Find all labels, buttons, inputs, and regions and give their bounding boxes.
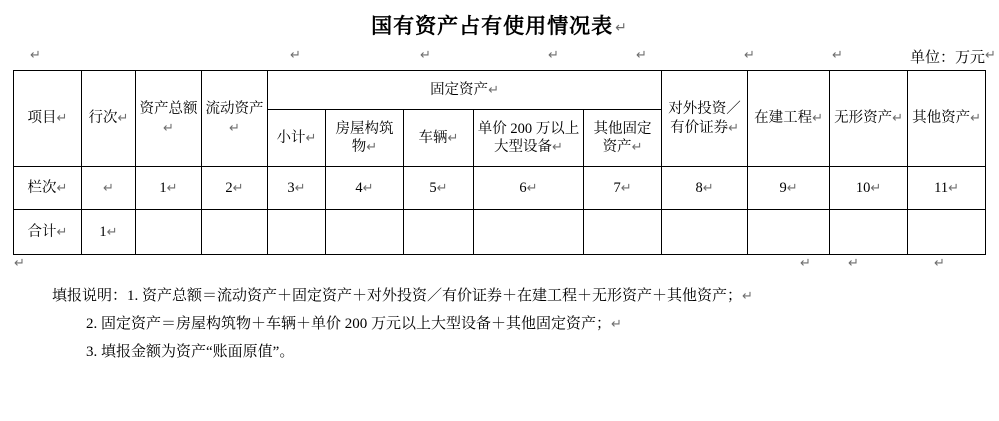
header-cell-vehicles [404,110,474,167]
total-cell-other-fixed-assets[interactable] [584,210,662,255]
paragraph-mark-icon: ↵ [436,180,448,196]
cell-text: 8 [695,179,703,196]
total-cell-foreign-investment[interactable] [662,210,748,255]
header-label: 车辆 [418,129,448,146]
header-cell-current-assets [202,71,268,167]
instruction-text: 2. 固定资产＝房屋构筑物＋车辆＋单价 200 万元以上大型设备＋其他固定资产； [86,315,612,332]
header-label: 项目 [27,110,57,127]
cell-text: 2 [225,179,233,196]
column-index-label [14,167,82,210]
total-cell-current-assets[interactable] [202,210,268,255]
column-index-6 [474,167,584,210]
paragraph-mark-icon: ↵ [166,180,178,196]
page-title [0,6,999,40]
cell-text: 10 [855,179,871,196]
header-cell-intangible-assets [830,71,908,167]
paragraph-mark-icon: ↵ [290,48,301,63]
cell-text: 合计 [27,223,57,240]
paragraph-mark-icon: ↵ [14,256,25,271]
total-cell-vehicles[interactable] [404,210,474,255]
header-cell-other-assets [908,71,986,167]
total-cell-subtotal[interactable] [268,210,326,255]
paragraph-mark-icon: ↵ [800,256,811,271]
paragraph-mark-icon: ↵ [620,180,632,196]
paragraph-mark-icon: ↵ [848,256,859,271]
paragraph-mark-icon: ↵ [163,120,174,136]
column-index-2 [202,167,268,210]
paragraph-mark-icon: ↵ [117,111,129,127]
paragraph-mark-icon: ↵ [636,48,647,63]
paragraph-mark-icon: ↵ [447,130,459,146]
paragraph-mark-icon: ↵ [812,111,823,127]
header-cell-other-fixed-assets [584,110,662,167]
header-label: 行次 [88,110,118,127]
cell-text: 4 [355,179,363,196]
header-label: 流动资产 [205,101,264,118]
header-label: 无形资产 [834,110,893,127]
header-cell-row-no [82,71,136,167]
paragraph-mark-icon: ↵ [56,111,68,127]
paragraph-mark-icon: ↵ [526,180,538,196]
cell-text: 6 [519,179,527,196]
paragraph-mark-icon: ↵ [934,256,945,271]
header-cell-subtotal [268,110,326,167]
cell-text: 1 [159,179,167,196]
column-index-11 [908,167,986,210]
cell-text: 5 [429,179,437,196]
paragraph-mark-icon: ↵ [232,180,244,196]
column-index-1 [136,167,202,210]
instruction-text: 3. 填报金额为资产“账面原值”。 [86,343,295,360]
total-cell-intangible-assets[interactable] [830,210,908,255]
paragraph-mark-icon: ↵ [366,140,378,155]
total-row-row-no [82,210,136,255]
total-cell-other-assets[interactable] [908,210,986,255]
paragraph-mark-icon: ↵ [702,180,714,196]
column-index-10 [830,167,908,210]
total-row-label [14,210,82,255]
header-label: 其他固定资产 [593,120,652,155]
table-row [14,210,986,255]
cell-text: 11 [934,179,949,196]
form-instructions [0,283,999,360]
header-cell-large-equipment [474,110,584,167]
column-index-3 [268,167,326,210]
instruction-text: 填报说明：1. 资产总额＝流动资产＋固定资产＋对外投资／有价证券＋在建工程＋无形资产＋其他资产； [52,288,743,304]
header-label: 小计 [276,129,306,146]
paragraph-mark-icon: ↵ [870,180,882,196]
paragraph-mark-icon: ↵ [611,316,622,332]
total-cell-large-equipment[interactable] [474,210,584,255]
paragraph-mark-icon: ↵ [103,180,114,196]
unit-label-text: 单位：万元 [909,50,985,66]
header-label: 对外投资／有价证券 [668,101,741,136]
paragraph-mark-icon: ↵ [970,111,981,127]
header-label: 房屋构筑物 [335,120,394,155]
top-marks-row [0,46,999,68]
header-cell-buildings [326,110,404,167]
paragraph-mark-icon: ↵ [362,180,374,196]
column-index-7 [584,167,662,210]
paragraph-mark-icon: ↵ [420,48,431,63]
document-page [0,6,999,421]
paragraph-mark-icon: ↵ [948,180,959,196]
cell-text: 9 [779,179,787,196]
instruction-line-3 [0,339,999,360]
header-cell-project [14,71,82,167]
paragraph-mark-icon: ↵ [985,48,996,63]
column-index-8 [662,167,748,210]
total-cell-buildings[interactable] [326,210,404,255]
paragraph-mark-icon: ↵ [786,180,798,196]
instruction-line-2 [0,311,999,339]
header-cell-total-assets [136,71,202,167]
paragraph-mark-icon: ↵ [728,120,739,136]
header-label: 固定资产 [430,81,489,98]
column-index-5 [404,167,474,210]
paragraph-mark-icon: ↵ [631,140,643,155]
paragraph-mark-icon: ↵ [548,48,559,63]
paragraph-mark-icon: ↵ [229,120,240,136]
paragraph-mark-icon: ↵ [305,130,317,146]
unit-label [909,46,996,67]
paragraph-mark-icon: ↵ [56,224,68,240]
paragraph-mark-icon: ↵ [744,48,755,63]
paragraph-mark-icon: ↵ [30,48,41,63]
header-label: 在建工程 [754,110,813,127]
table-header-row-1 [14,71,986,110]
column-index-4 [326,167,404,210]
paragraph-mark-icon: ↵ [294,180,306,196]
paragraph-mark-icon: ↵ [892,111,903,127]
total-cell-total-assets[interactable] [136,210,202,255]
column-index-9 [748,167,830,210]
header-cell-foreign-investment [662,71,748,167]
header-label: 资产总额 [139,101,198,118]
paragraph-mark-icon: ↵ [106,224,118,240]
cell-text: 7 [613,179,621,196]
column-index-row-no[interactable] [82,167,136,210]
cell-text: 3 [287,179,295,196]
below-table-marks-row [0,257,999,273]
paragraph-mark-icon: ↵ [56,180,68,196]
asset-usage-table [13,70,986,255]
instruction-line-1 [0,283,999,311]
paragraph-mark-icon: ↵ [552,140,563,155]
total-cell-construction-in-progress[interactable] [748,210,830,255]
paragraph-mark-icon: ↵ [615,20,628,37]
paragraph-mark-icon: ↵ [488,82,499,98]
table-row [14,167,986,210]
header-cell-fixed-assets-group [268,71,662,110]
paragraph-mark-icon: ↵ [832,48,843,63]
cell-text: 1 [99,223,107,240]
paragraph-mark-icon: ↵ [742,289,753,304]
page-title-text: 国有资产占有使用情况表 [371,14,614,38]
header-cell-construction-in-progress [748,71,830,167]
cell-text: 栏次 [27,179,57,196]
header-label: 单价 200 万以上大型设备 [477,120,580,155]
header-label: 其他资产 [912,110,971,127]
